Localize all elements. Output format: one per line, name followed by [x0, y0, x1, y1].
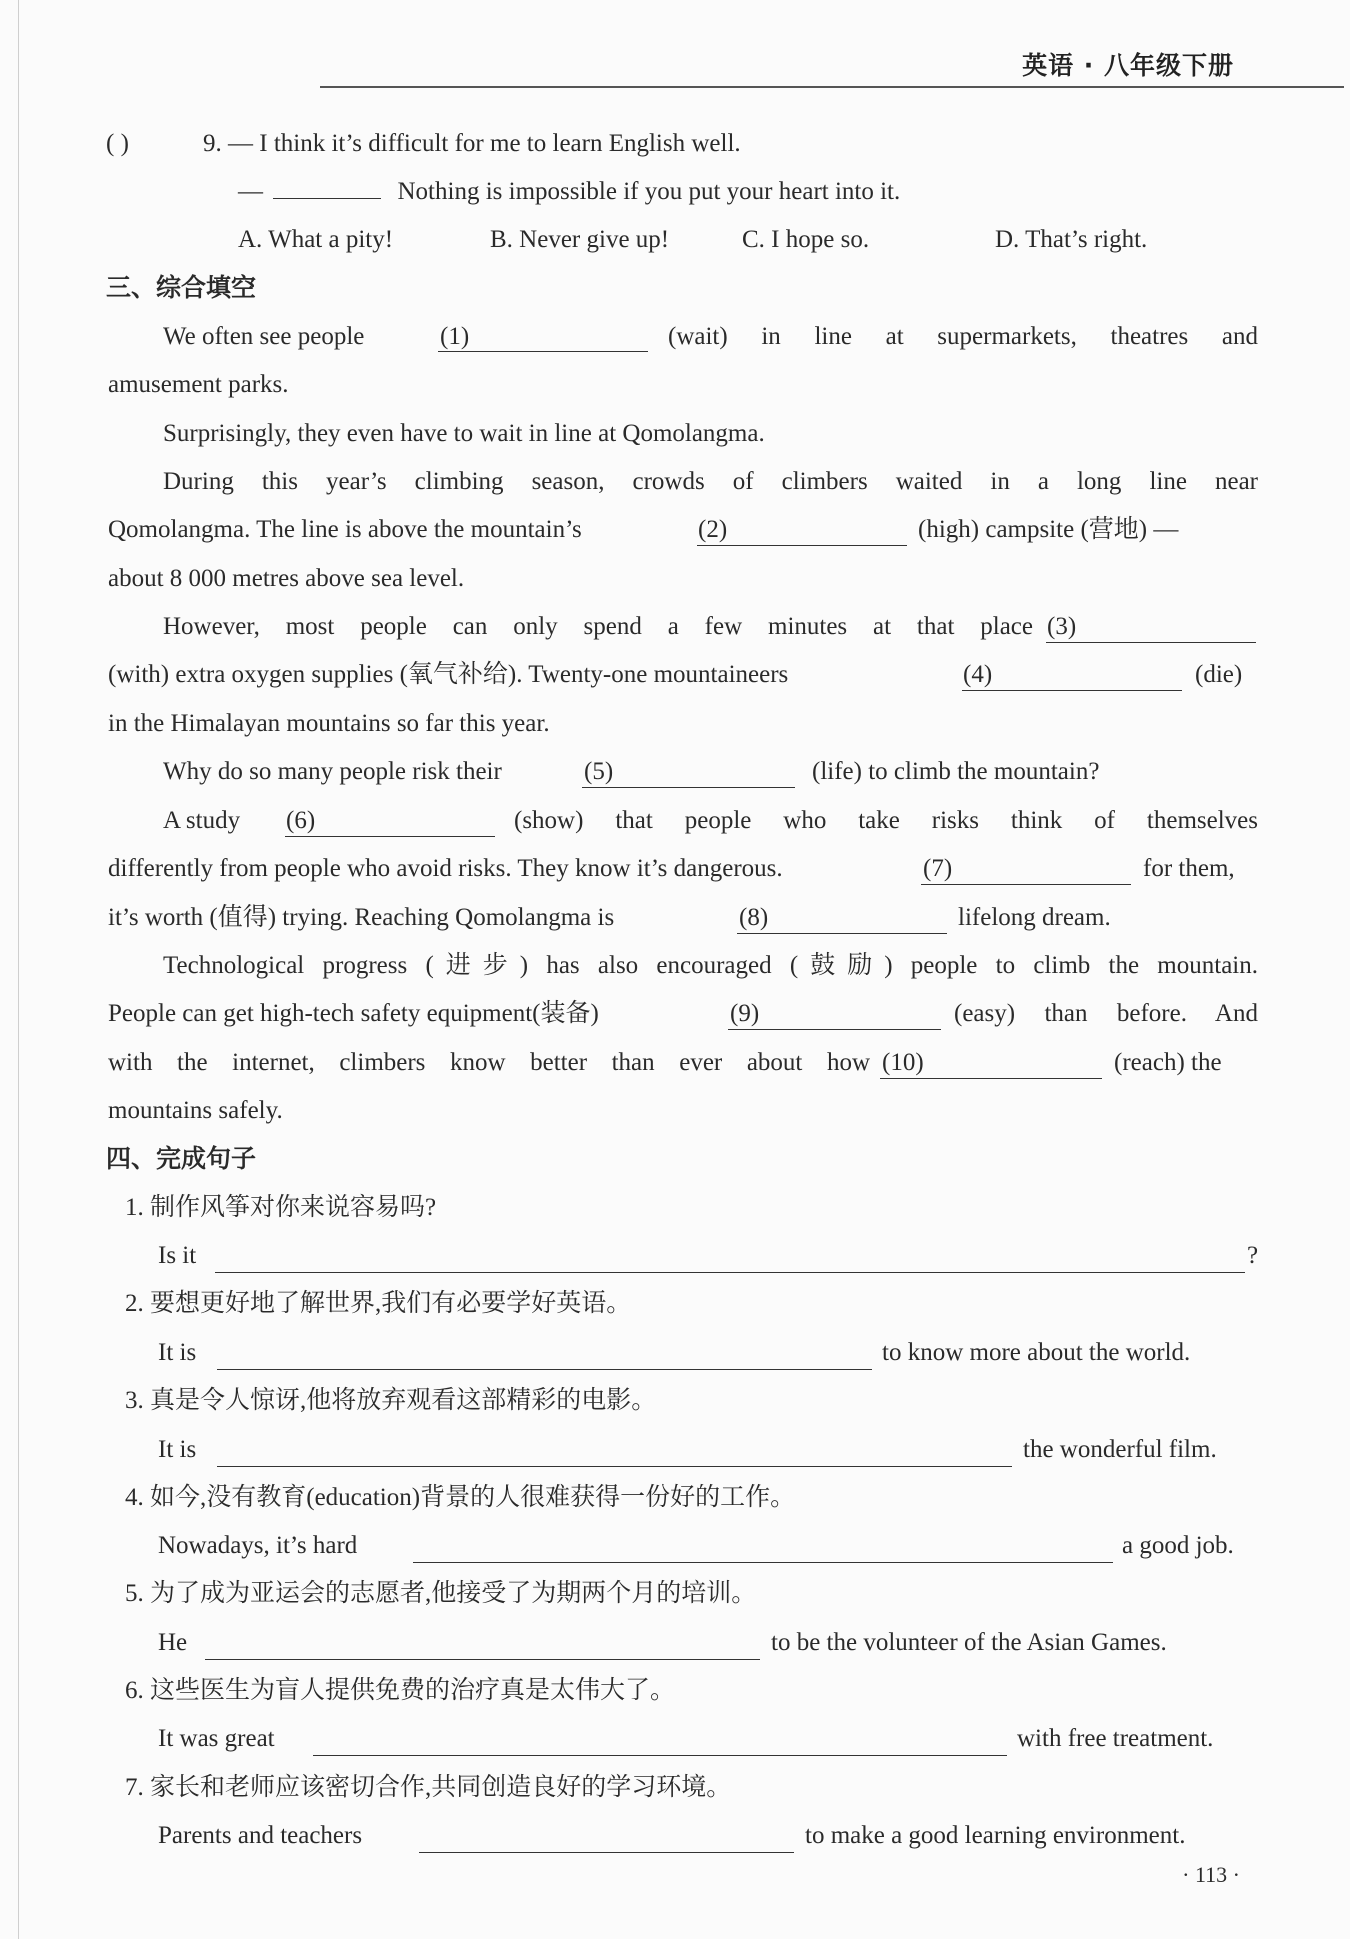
- blank-8-label: (8): [739, 904, 769, 931]
- blank-1[interactable]: [438, 350, 648, 352]
- p3-line1: During this year’s climbing season, crowds of climbers waited in a long line near: [163, 468, 1258, 495]
- sentence-1-cn: 1. 制作风筝对你来说容易吗?: [125, 1194, 437, 1221]
- q9-option-d: D. That’s right.: [995, 226, 1148, 253]
- blank-9[interactable]: [728, 1028, 941, 1030]
- sentence-5-post: to be the volunteer of the Asian Games.: [771, 1629, 1167, 1656]
- p2: Surprisingly, they even have to wait in line at Qomolangma.: [163, 420, 765, 447]
- sentence-5-cn: 5. 为了成为亚运会的志愿者,他接受了为期两个月的培训。: [125, 1580, 757, 1607]
- sentence-6-blank[interactable]: [313, 1754, 1007, 1756]
- sentence-2-cn: 2. 要想更好地了解世界,我们有必要学好英语。: [125, 1290, 632, 1317]
- sentence-7-pre: Parents and teachers: [158, 1822, 363, 1849]
- blank-6[interactable]: [285, 835, 495, 837]
- p7-line2: People can get high-tech safety equipment(装备): [108, 1000, 599, 1027]
- q9-reply-text: Nothing is impossible if you put your heart into it.: [397, 178, 901, 205]
- p3-tail: (high) campsite (营地) —: [918, 516, 1179, 543]
- sentence-3-pre: It is: [158, 1436, 197, 1463]
- blank-10-label: (10): [882, 1049, 924, 1076]
- sentence-1-pre: Is it: [158, 1242, 197, 1269]
- sentence-3-post: the wonderful film.: [1023, 1436, 1217, 1463]
- header-rule: [320, 86, 1344, 88]
- p6-line3: it’s worth (值得) trying. Reaching Qomolangma is: [108, 904, 615, 931]
- p6-line2: differently from people who avoid risks. They know it’s dangerous.: [108, 855, 783, 882]
- p1-tail: (wait) in line at supermarkets, theatres and: [668, 323, 1258, 350]
- p6-line3-tail: lifelong dream.: [958, 904, 1111, 931]
- p5-lead: Why do so many people risk their: [163, 758, 502, 785]
- p5-tail: (life) to climb the mountain?: [812, 758, 1100, 785]
- p1-lead: We often see people: [163, 323, 365, 350]
- q9-stem: 9. — I think it’s difficult for me to learn English well.: [203, 130, 741, 157]
- sentence-2-pre: It is: [158, 1339, 197, 1366]
- q9-answer-blank[interactable]: [273, 198, 381, 199]
- q9-paren: ( ): [106, 130, 129, 157]
- sentence-6-pre: It was great: [158, 1725, 275, 1752]
- blank-3-label: (3): [1047, 613, 1077, 640]
- sentence-4-post: a good job.: [1122, 1532, 1234, 1559]
- p4-line1: However, most people can only spend a few minutes at that place: [163, 613, 1033, 640]
- p4-line3: in the Himalayan mountains so far this year.: [108, 710, 550, 737]
- p3-line2: Qomolangma. The line is above the mountain’s: [108, 516, 582, 543]
- sentence-1-blank[interactable]: [215, 1271, 1245, 1273]
- header-title: 英语 · 八年级下册: [1022, 51, 1234, 80]
- q9-reply: [238, 175, 900, 209]
- p7-line3-tail: (reach) the: [1114, 1049, 1222, 1076]
- blank-8[interactable]: [737, 932, 947, 934]
- blank-5-label: (5): [584, 758, 614, 785]
- p4-tail: (die): [1195, 661, 1243, 688]
- sentence-7-blank[interactable]: [419, 1851, 794, 1853]
- p7-line4: mountains safely.: [108, 1097, 283, 1124]
- p1-cont: amusement parks.: [108, 371, 289, 398]
- p3-line3: about 8 000 metres above sea level.: [108, 565, 465, 592]
- p7-line2-tail: (easy) than before. And: [954, 1000, 1258, 1027]
- q9-option-a: A. What a pity!: [238, 226, 394, 253]
- blank-2[interactable]: [697, 544, 907, 546]
- page-number: · 113 ·: [1182, 1862, 1240, 1887]
- sentence-2-post: to know more about the world.: [882, 1339, 1191, 1366]
- sentence-7-post: to make a good learning environment.: [805, 1822, 1186, 1849]
- q9-option-c: C. I hope so.: [742, 226, 870, 253]
- q9-option-b: B. Never give up!: [490, 226, 670, 253]
- section4-title: 四、完成句子: [106, 1144, 257, 1173]
- sentence-7-cn: 7. 家长和老师应该密切合作,共同创造良好的学习环境。: [125, 1774, 732, 1801]
- sentence-2-blank[interactable]: [217, 1368, 872, 1370]
- p6-line2-tail: for them,: [1143, 855, 1235, 882]
- blank-7-label: (7): [923, 855, 953, 882]
- sentence-6-cn: 6. 这些医生为盲人提供免费的治疗真是太伟大了。: [125, 1677, 676, 1704]
- blank-9-label: (9): [730, 1000, 760, 1027]
- blank-2-label: (2): [698, 516, 728, 543]
- blank-4[interactable]: [962, 689, 1182, 691]
- sentence-5-blank[interactable]: [205, 1658, 760, 1660]
- page-edge: [18, 0, 19, 1939]
- blank-7[interactable]: [921, 883, 1131, 885]
- p6-tail: (show) that people who take risks think of themselves: [514, 807, 1258, 834]
- sentence-4-blank[interactable]: [413, 1561, 1113, 1563]
- section3-title: 三、综合填空: [106, 273, 257, 302]
- q9-reply-dash: —: [238, 178, 263, 205]
- sentence-6-post: with free treatment.: [1017, 1725, 1214, 1752]
- blank-6-label: (6): [286, 807, 316, 834]
- blank-1-label: (1): [440, 323, 470, 350]
- sentence-1-post: ?: [1247, 1242, 1259, 1269]
- sentence-3-blank[interactable]: [217, 1465, 1012, 1467]
- sentence-3-cn: 3. 真是令人惊讶,他将放弃观看这部精彩的电影。: [125, 1387, 657, 1414]
- p6-lead: A study: [163, 807, 241, 834]
- sentence-4-cn: 4. 如今,没有教育(education)背景的人很难获得一份好的工作。: [125, 1484, 796, 1511]
- p4-line2: (with) extra oxygen supplies (氧气补给). Twenty-one mountaineers: [108, 661, 789, 688]
- sentence-5-pre: He: [158, 1629, 188, 1656]
- p7-line1: Technological progress (进步) has also encouraged (鼓励) people to climb the mountain.: [163, 952, 1258, 979]
- blank-4-label: (4): [963, 661, 993, 688]
- sentence-4-pre: Nowadays, it’s hard: [158, 1532, 358, 1559]
- blank-3[interactable]: [1046, 641, 1256, 643]
- blank-5[interactable]: [582, 786, 795, 788]
- p7-line3: with the internet, climbers know better than ever about how: [108, 1049, 870, 1076]
